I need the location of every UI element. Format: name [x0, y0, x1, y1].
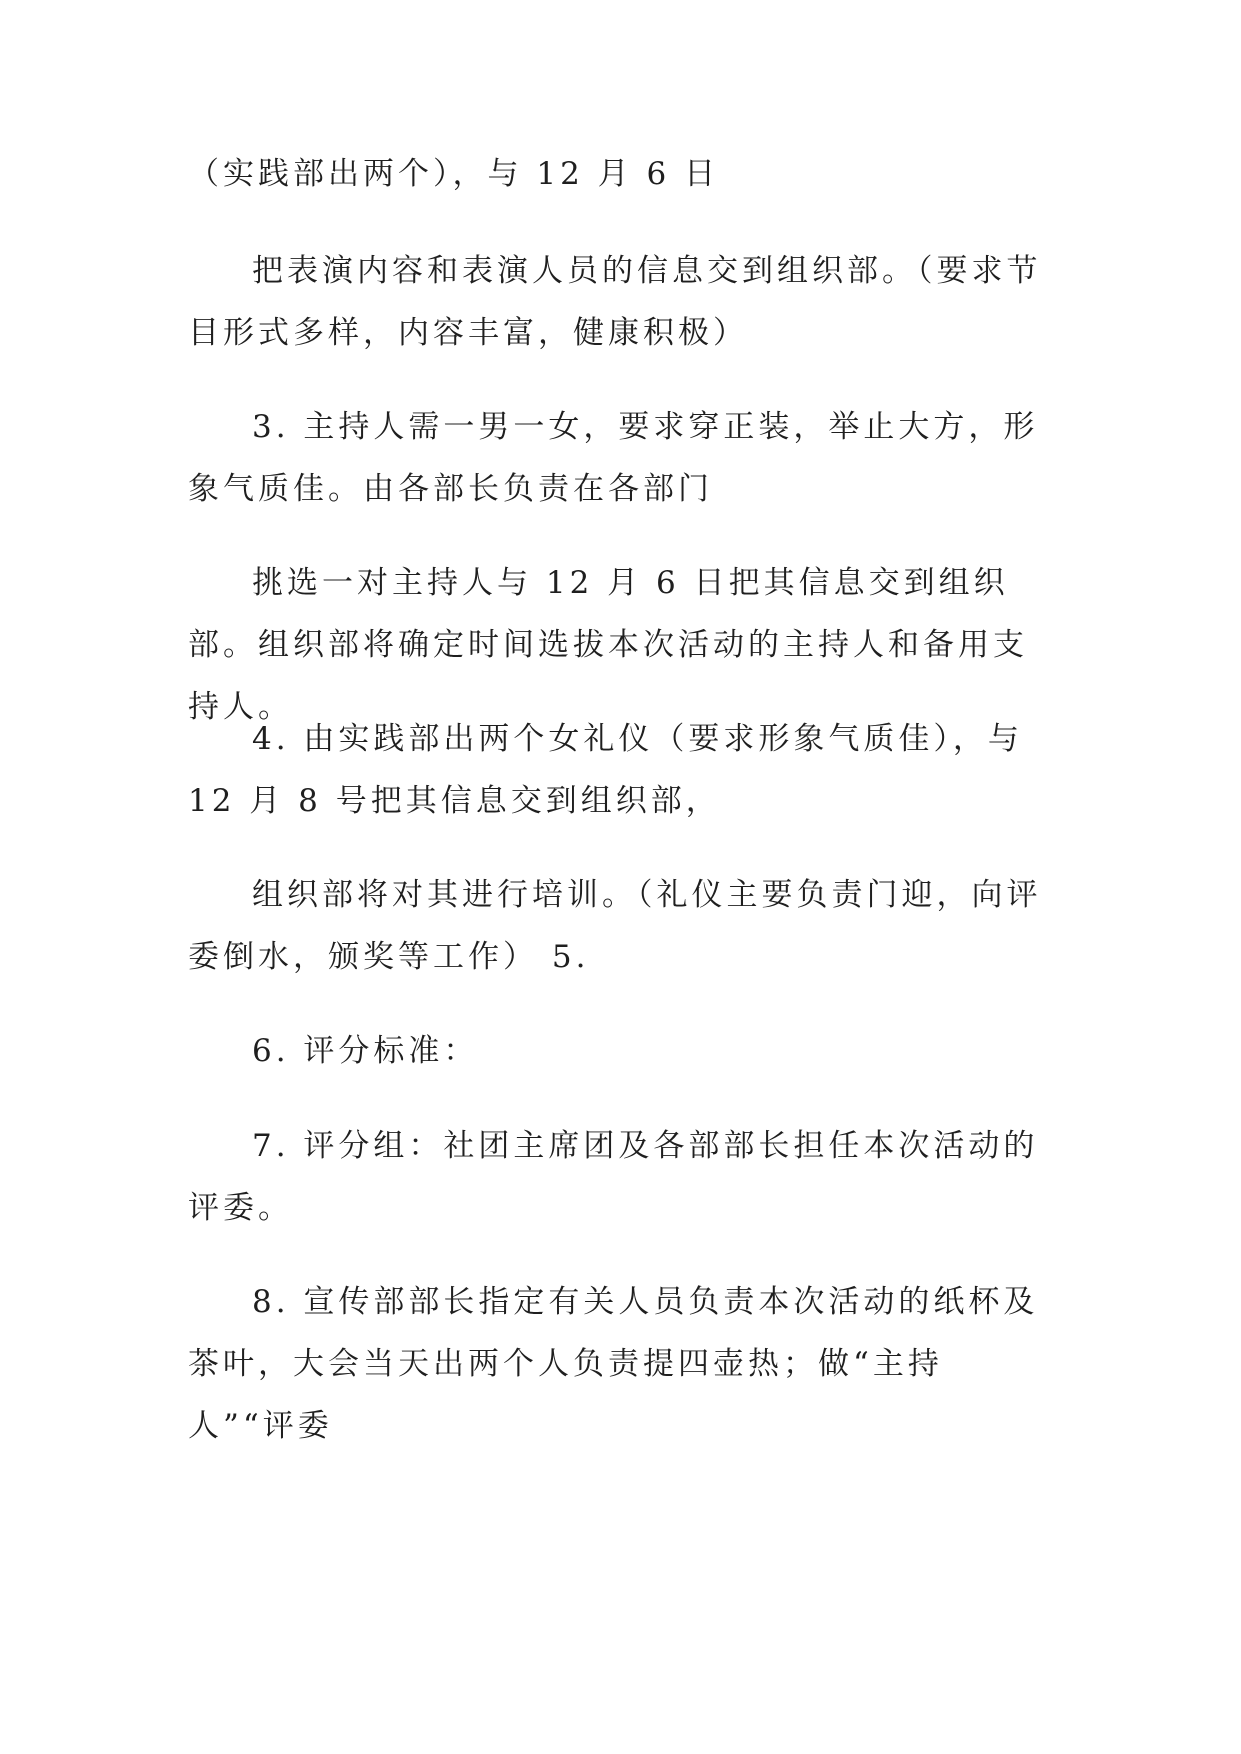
- paragraph-4: 挑选一对主持人与 12 月 6 日把其信息交到组织部。组织部将确定时间选拔本次活动的主持人和备用支持人。: [188, 565, 1028, 725]
- paragraph-6: 组织部将对其进行培训。（礼仪主要负责门迎，向评委倒水，颁奖等工作） 5.: [188, 877, 1042, 975]
- paragraph-5: 4. 由实践部出两个女礼仪（要求形象气质佳），与 12 月 8 号把其信息交到组织部，: [188, 721, 1037, 819]
- paragraph-7: 6. 评分标准：: [252, 1033, 479, 1069]
- paragraph-1: （实践部出两个），与 12 月 6 日: [188, 156, 720, 192]
- paragraph-9: 8. 宣传部部长指定有关人员负责本次活动的纸杯及茶叶，大会当天出两个人负责提四壶热；做“主持人”“评委: [188, 1284, 1039, 1444]
- paragraph-8: 7. 评分组：社团主席团及各部部长担任本次活动的评委。: [188, 1128, 1039, 1226]
- paragraph-3: 3. 主持人需一男一女，要求穿正装，举止大方，形象气质佳。由各部长负责在各部门: [188, 409, 1039, 507]
- paragraph-2: 把表演内容和表演人员的信息交到组织部。（要求节目形式多样，内容丰富，健康积极）: [188, 253, 1042, 351]
